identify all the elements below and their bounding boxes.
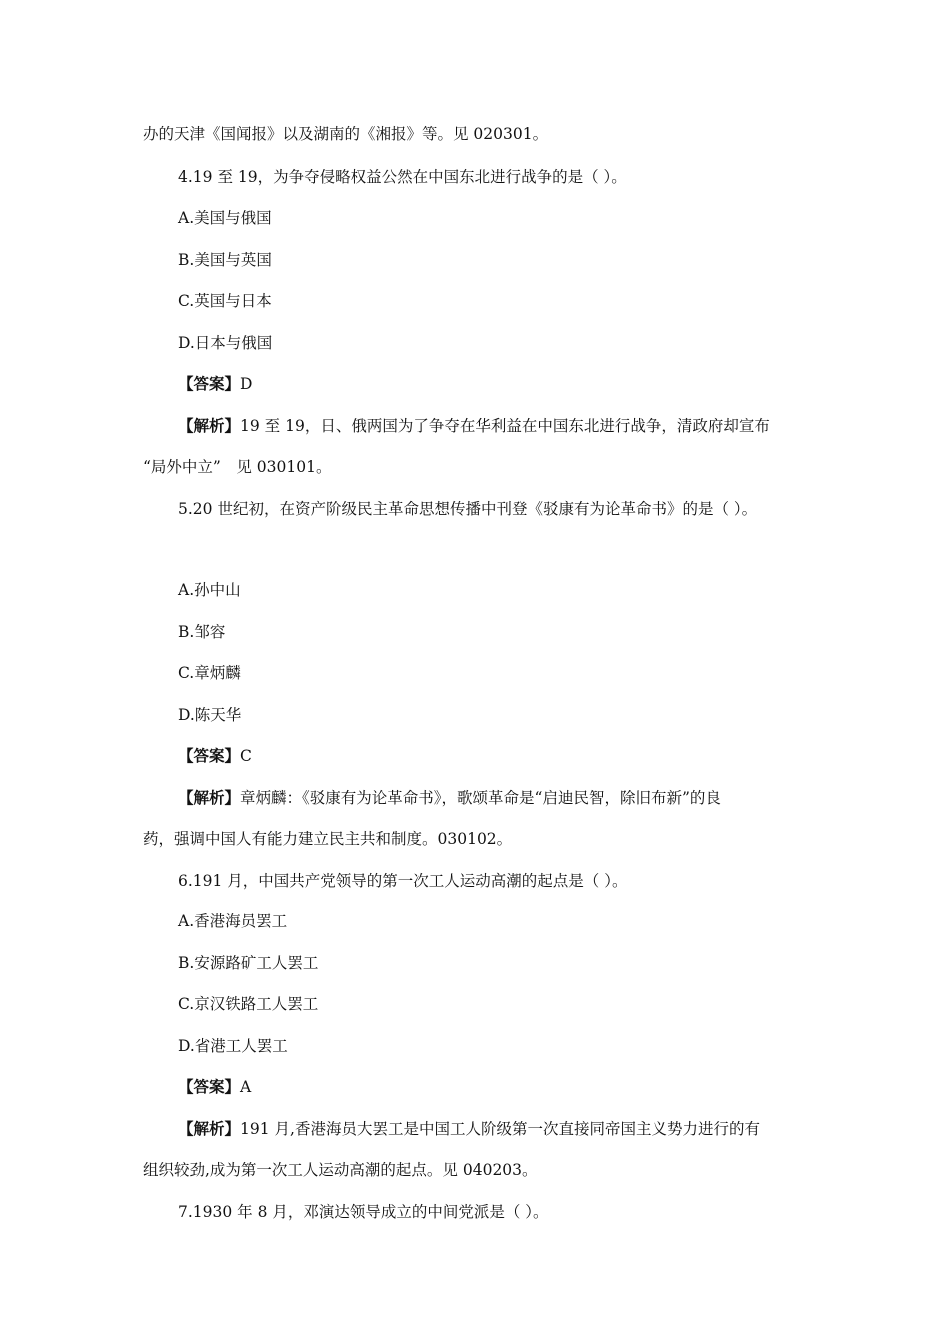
question-6-option-c: C.京汉铁路工人罢工: [178, 995, 319, 1013]
answer-tag: 【答案】: [178, 1077, 241, 1096]
answer-tag: 【答案】: [178, 374, 241, 393]
question-7-stem: 7.1930 年 8 月，邓演达领导成立的中间党派是（ ）。: [178, 1203, 549, 1221]
question-4-answer: [178, 374, 252, 394]
question-4-analysis-line-1: [178, 416, 770, 436]
question-4-analysis-line-2: “局外中立” 见 030101。: [143, 458, 332, 476]
analysis-text: 19 至 19，日、俄两国为了争夺在华利益在中国东北进行战争，清政府却宣布: [240, 417, 770, 435]
question-4-option-a: A.美国与俄国: [178, 209, 272, 227]
question-5-analysis-line-1: [178, 788, 721, 808]
analysis-text: 191 月,香港海员大罢工是中国工人阶级第一次直接同帝国主义势力进行的有: [240, 1120, 760, 1138]
question-5-option-d: D.陈天华: [178, 706, 242, 724]
question-4-option-d: D.日本与俄国: [178, 334, 273, 352]
question-6-option-b: B.安源路矿工人罢工: [178, 954, 319, 972]
question-6-option-d: D.省港工人罢工: [178, 1037, 288, 1055]
question-6-analysis-line-2: 组织较劲,成为第一次工人运动高潮的起点。见 040203。: [143, 1161, 538, 1179]
question-4-option-b: B.美国与英国: [178, 251, 272, 269]
question-6-option-a: A.香港海员罢工: [178, 912, 288, 930]
question-6-analysis-line-1: [178, 1119, 760, 1139]
analysis-tag: 【解析】: [178, 1119, 241, 1138]
question-5-stem: 5.20 世纪初，在资产阶级民主革命思想传播中刊登《驳康有为论革命书》的是（ ）。: [178, 500, 758, 518]
analysis-tag: 【解析】: [178, 788, 241, 807]
question-4-stem: 4.19 至 19，为争夺侵略权益公然在中国东北进行战争的是（ ）。: [178, 168, 627, 186]
question-6-stem: 6.191 月，中国共产党领导的第一次工人运动高潮的起点是（ ）。: [178, 872, 628, 890]
question-4-option-c: C.英国与日本: [178, 292, 272, 310]
question-5-option-a: A.孙中山: [178, 581, 241, 599]
answer-value: A: [240, 1078, 252, 1096]
continuation-text: 办的天津《国闻报》以及湖南的《湘报》等。见 020301。: [143, 125, 549, 143]
answer-tag: 【答案】: [178, 746, 241, 765]
answer-value: D: [240, 375, 253, 393]
question-5-analysis-line-2: 药，强调中国人有能力建立民主共和制度。030102。: [143, 830, 513, 848]
analysis-text: 章炳麟：《驳康有为论革命书》，歌颂革命是“启迪民智，除旧布新”的良: [240, 789, 721, 807]
question-5-option-b: B.邹容: [178, 623, 226, 641]
analysis-tag: 【解析】: [178, 416, 241, 435]
question-5-answer: [178, 746, 252, 766]
question-5-option-c: C.章炳麟: [178, 664, 241, 682]
answer-value: C: [240, 747, 252, 765]
question-6-answer: [178, 1077, 251, 1097]
